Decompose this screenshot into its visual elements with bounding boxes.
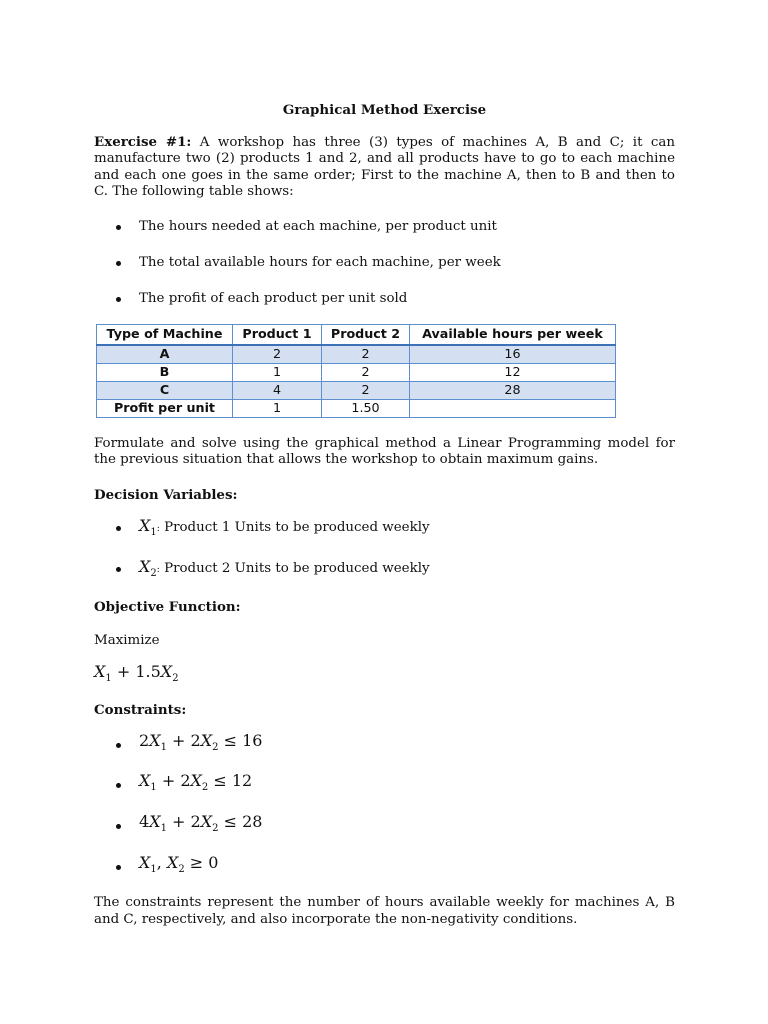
table-cell: 28 bbox=[410, 381, 616, 399]
list-item bbox=[94, 811, 675, 838]
constraints-heading: Constraints: bbox=[94, 702, 187, 719]
variable-symbol: $X_2$ bbox=[139, 556, 157, 579]
table-cell: 2 bbox=[322, 363, 410, 381]
document-page bbox=[94, 102, 675, 928]
column-header: Type of Machine bbox=[97, 324, 233, 345]
table-cell: 2 bbox=[233, 345, 322, 364]
bullet-icon bbox=[116, 743, 121, 748]
table-row bbox=[97, 399, 616, 417]
exercise-label: Exercise #1: bbox=[94, 133, 192, 150]
column-header: Product 2 bbox=[322, 324, 410, 345]
constraint-expression: $4X_1 + 2X_2 \le 28$ bbox=[139, 811, 263, 835]
machine-hours-table bbox=[96, 324, 616, 418]
table-row bbox=[97, 345, 616, 364]
table-cell: 2 bbox=[322, 345, 410, 364]
constraint-expression: $X_1$, $X_2 \ge 0$ bbox=[139, 852, 219, 875]
bullet-icon bbox=[116, 526, 121, 531]
bullet-icon bbox=[116, 567, 121, 572]
table-cell: Profit per unit bbox=[97, 399, 233, 417]
list-item bbox=[94, 773, 675, 797]
constraint-expression: $X_1 + 2X_2 \le 12$ bbox=[139, 771, 253, 794]
column-header: Product 1 bbox=[233, 324, 322, 345]
maximize-label: Maximize bbox=[94, 632, 160, 648]
bullet-icon bbox=[116, 865, 121, 870]
list-item: $X_2$: Product 2 Units to be produced weekly bbox=[94, 559, 675, 583]
bullet-icon bbox=[116, 783, 121, 788]
table-cell: A bbox=[97, 345, 233, 364]
table-description-list bbox=[94, 219, 675, 308]
closing-paragraph: The constraints represent the number of hours available weekly for machines A, B and C, respectively, and also incorporate the non-negativity conditions. bbox=[94, 895, 675, 927]
formulate-paragraph: Formulate and solve using the graphical method a Linear Programming model for the previous situation that allows the workshop to obtain maximum gains. bbox=[94, 435, 675, 467]
bullet-icon bbox=[116, 225, 121, 230]
table-row bbox=[97, 363, 616, 381]
table-cell: 2 bbox=[322, 381, 410, 399]
column-header: Available hours per week bbox=[410, 324, 616, 345]
table-cell: 4 bbox=[233, 381, 322, 399]
constraint-expression: $2X_1 + 2X_2 \le 16$ bbox=[139, 730, 263, 753]
objective-expression: $X_1 + 1.5X_2$ bbox=[94, 662, 179, 685]
table-cell: 12 bbox=[410, 363, 616, 381]
table-cell: 1 bbox=[233, 399, 322, 417]
list-item bbox=[94, 852, 675, 879]
bullet-icon bbox=[116, 297, 121, 302]
bullet-icon bbox=[116, 824, 121, 829]
exercise-intro bbox=[94, 134, 675, 201]
table-row bbox=[97, 381, 616, 399]
table-cell: B bbox=[97, 363, 233, 381]
list-item: The total available hours for each machine, per week bbox=[94, 255, 675, 272]
list-item: The profit of each product per unit sold bbox=[94, 291, 675, 308]
table-header-row bbox=[97, 324, 616, 345]
decision-variables-list bbox=[94, 518, 675, 582]
list-item: The hours needed at each machine, per product unit bbox=[94, 219, 675, 236]
variable-symbol: $X_1$ bbox=[139, 516, 157, 539]
decision-variables-heading: Decision Variables: bbox=[94, 486, 238, 503]
document-title: Graphical Method Exercise bbox=[282, 102, 487, 118]
table-cell bbox=[410, 399, 616, 417]
table-cell: 1 bbox=[233, 363, 322, 381]
table-cell: 16 bbox=[410, 345, 616, 364]
list-item: $X_1$: Product 1 Units to be produced weekly bbox=[94, 518, 675, 542]
constraints-list bbox=[94, 730, 675, 879]
objective-heading: Objective Function: bbox=[94, 599, 241, 616]
table-cell: 1.50 bbox=[322, 399, 410, 417]
bullet-icon bbox=[116, 261, 121, 266]
table-cell: C bbox=[97, 381, 233, 399]
exercise-text: A workshop has three (3) types of machines A, B and C; it can manufacture two (2) products 1 and 2, and all products have to go to each machine and each one goes in the same order; First to the machine A, then to B and then to C. The following table shows: bbox=[94, 134, 675, 199]
list-item bbox=[94, 730, 675, 757]
